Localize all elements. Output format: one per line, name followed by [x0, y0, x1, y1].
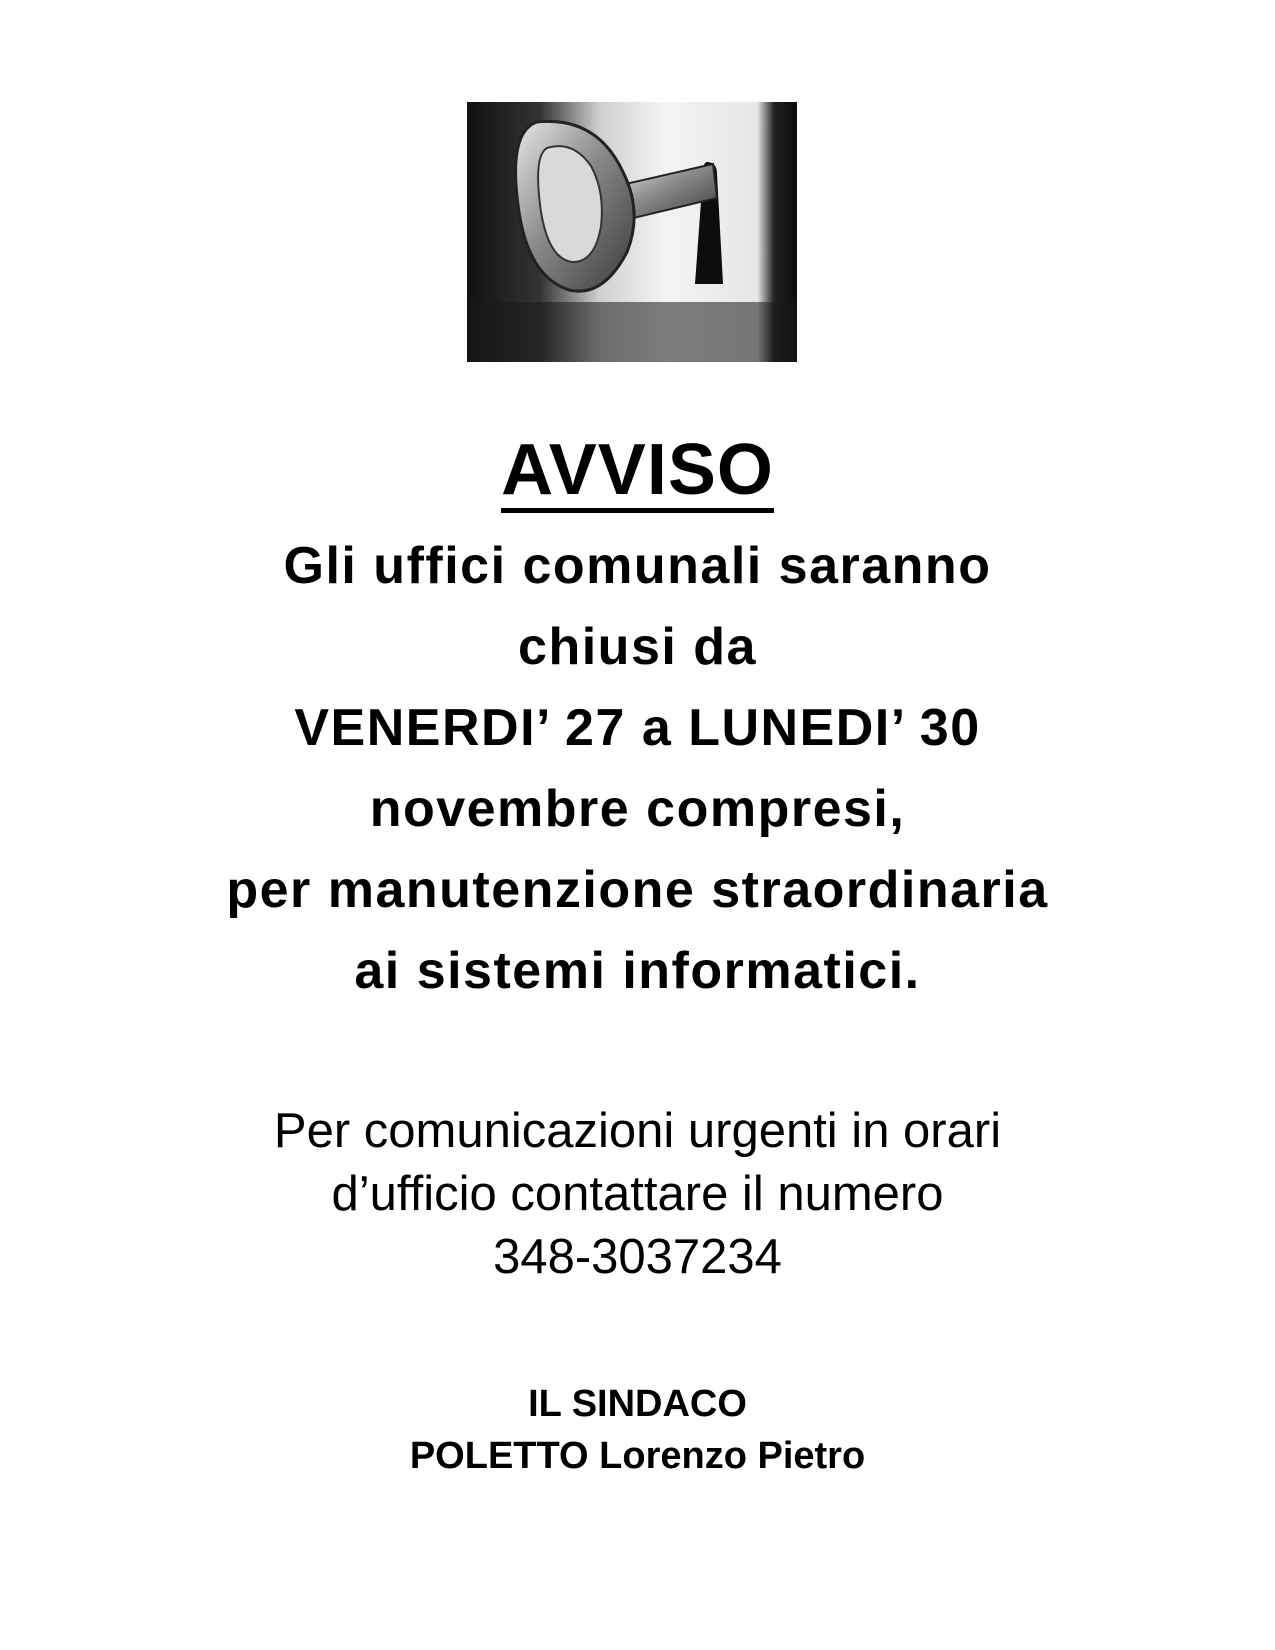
- signature-role: IL SINDACO: [528, 1383, 747, 1425]
- contact-line: d’ufficio contattare il numero: [331, 1167, 944, 1221]
- key-in-lock-icon: [467, 102, 797, 362]
- signature-name: POLETTO Lorenzo Pietro: [409, 1435, 866, 1477]
- contact-line: Per comunicazioni urgenti in orari: [273, 1104, 1002, 1158]
- notice-line: VENERDI’ 27 a LUNEDI’ 30: [294, 699, 981, 757]
- notice-body: [0, 526, 1275, 1012]
- phone-number: 348-3037234: [493, 1230, 782, 1284]
- notice-line: Gli uffici comunali saranno: [283, 537, 992, 595]
- notice-title-text: AVVISO: [501, 434, 774, 513]
- notice-title: [0, 430, 1275, 513]
- notice-line: novembre compresi,: [369, 780, 906, 838]
- notice-line: per manutenzione straordinaria: [226, 861, 1049, 919]
- contact-info: [0, 1100, 1275, 1289]
- signature: [0, 1378, 1275, 1482]
- notice-line: ai sistemi informatici.: [354, 942, 921, 1000]
- notice-line: chiusi da: [518, 618, 757, 676]
